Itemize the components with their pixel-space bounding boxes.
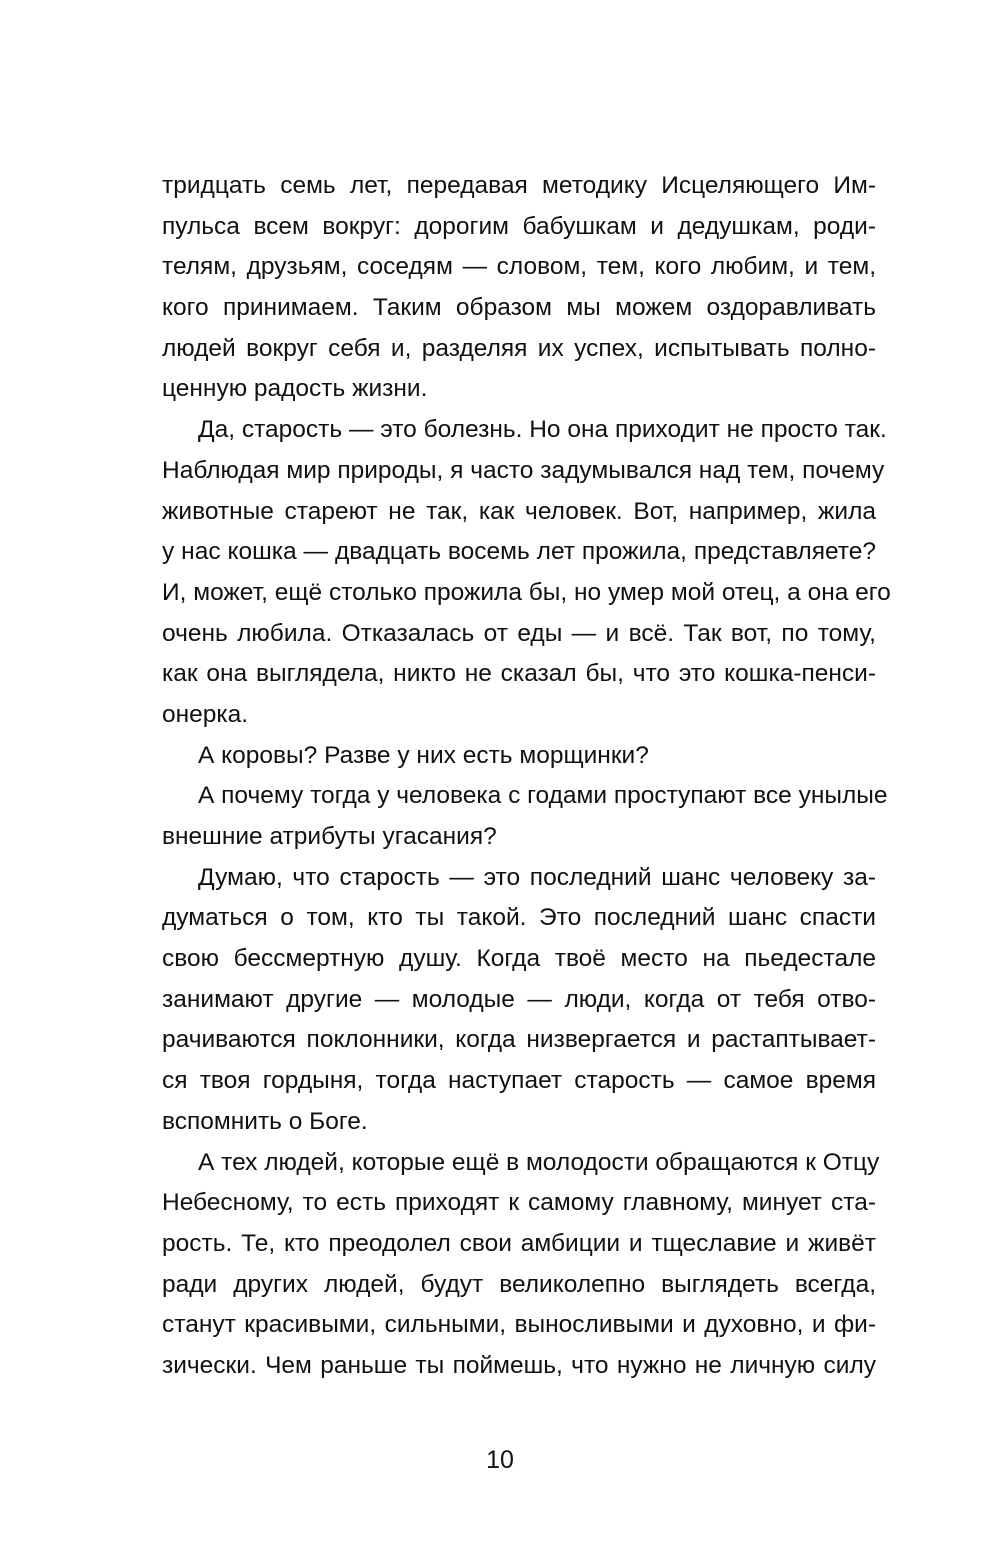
text-line: очень любила. Отказалась от еды — и всё. Так вот, по тому, [162, 619, 876, 647]
text-line: Думаю, что старость — это последний шанс человеку за- [198, 863, 876, 891]
text-line: свою бессмертную душу. Когда твоё место на пьедестале [162, 945, 876, 973]
text-line: у нас кошка — двадцать восемь лет прожила, представляете? [162, 538, 876, 566]
text-line: животные стареют не так, как человек. Вот, например, жила [162, 497, 876, 525]
paragraph [162, 776, 888, 857]
text-line: Наблюдая мир природы, я часто задумывался над тем, почему [162, 456, 885, 484]
page-number: 10 [486, 1446, 514, 1474]
paragraph [162, 736, 876, 777]
text-line: Небесному, то есть приходят к самому главному, минует ста- [162, 1189, 876, 1217]
text-line: А почему тогда у человека с годами проступают все унылые [198, 782, 888, 810]
text-line: рачиваются поклонники, когда низвергается и растаптывает- [162, 1026, 876, 1054]
text-line: зически. Чем раньше ты поймешь, что нужно не личную силу [162, 1351, 876, 1379]
text-line: онерка. [162, 700, 249, 728]
text-line: тридцать семь лет, передавая методику Исцеляющего Им- [162, 172, 876, 199]
text-line: ценную радость жизни. [162, 375, 428, 403]
text-line: вспомнить о Боге. [162, 1107, 368, 1135]
text-line: ся твоя гордыня, тогда наступает старость — самое время [162, 1067, 876, 1095]
text-line: рость. Те, кто преодолел свои амбиции и тщеславие и живёт [162, 1229, 876, 1257]
paragraph [162, 166, 876, 410]
text-line: людей вокруг себя и, разделяя их успех, испытывать полно- [162, 334, 876, 362]
text-line: внешние атрибуты угасания? [162, 823, 497, 850]
text-line: И, может, ещё столько прожила бы, но умер мой отец, а она его [162, 578, 891, 606]
text-line: станут красивыми, сильными, выносливыми и духовно, и фи- [162, 1311, 876, 1339]
paragraph [162, 410, 891, 736]
text-line: А коровы? Разве у них есть морщинки? [198, 741, 649, 769]
text-line: А тех людей, которые ещё в молодости обращаются к Отцу [198, 1148, 880, 1176]
body-text [162, 166, 891, 1387]
text-line: пульса всем вокруг: дорогим бабушкам и дедушкам, роди- [162, 212, 876, 240]
text-line: Да, старость — это болезнь. Но она приходит не просто так. [198, 416, 887, 444]
text-line: ради других людей, будут великолепно выглядеть всегда, [162, 1270, 876, 1298]
text-line: занимают другие — молодые — люди, когда от тебя отво- [162, 985, 876, 1013]
paragraph [162, 1143, 880, 1387]
text-line: думаться о том, кто ты такой. Это последний шанс спасти [162, 904, 876, 932]
paragraph [162, 858, 876, 1143]
text-line: кого принимаем. Таким образом мы можем оздоравливать [162, 294, 876, 322]
text-line: телям, друзьям, соседям — словом, тем, кого любим, и тем, [162, 253, 876, 281]
text-line: как она выглядела, никто не сказал бы, что это кошка-пенси- [162, 660, 876, 688]
